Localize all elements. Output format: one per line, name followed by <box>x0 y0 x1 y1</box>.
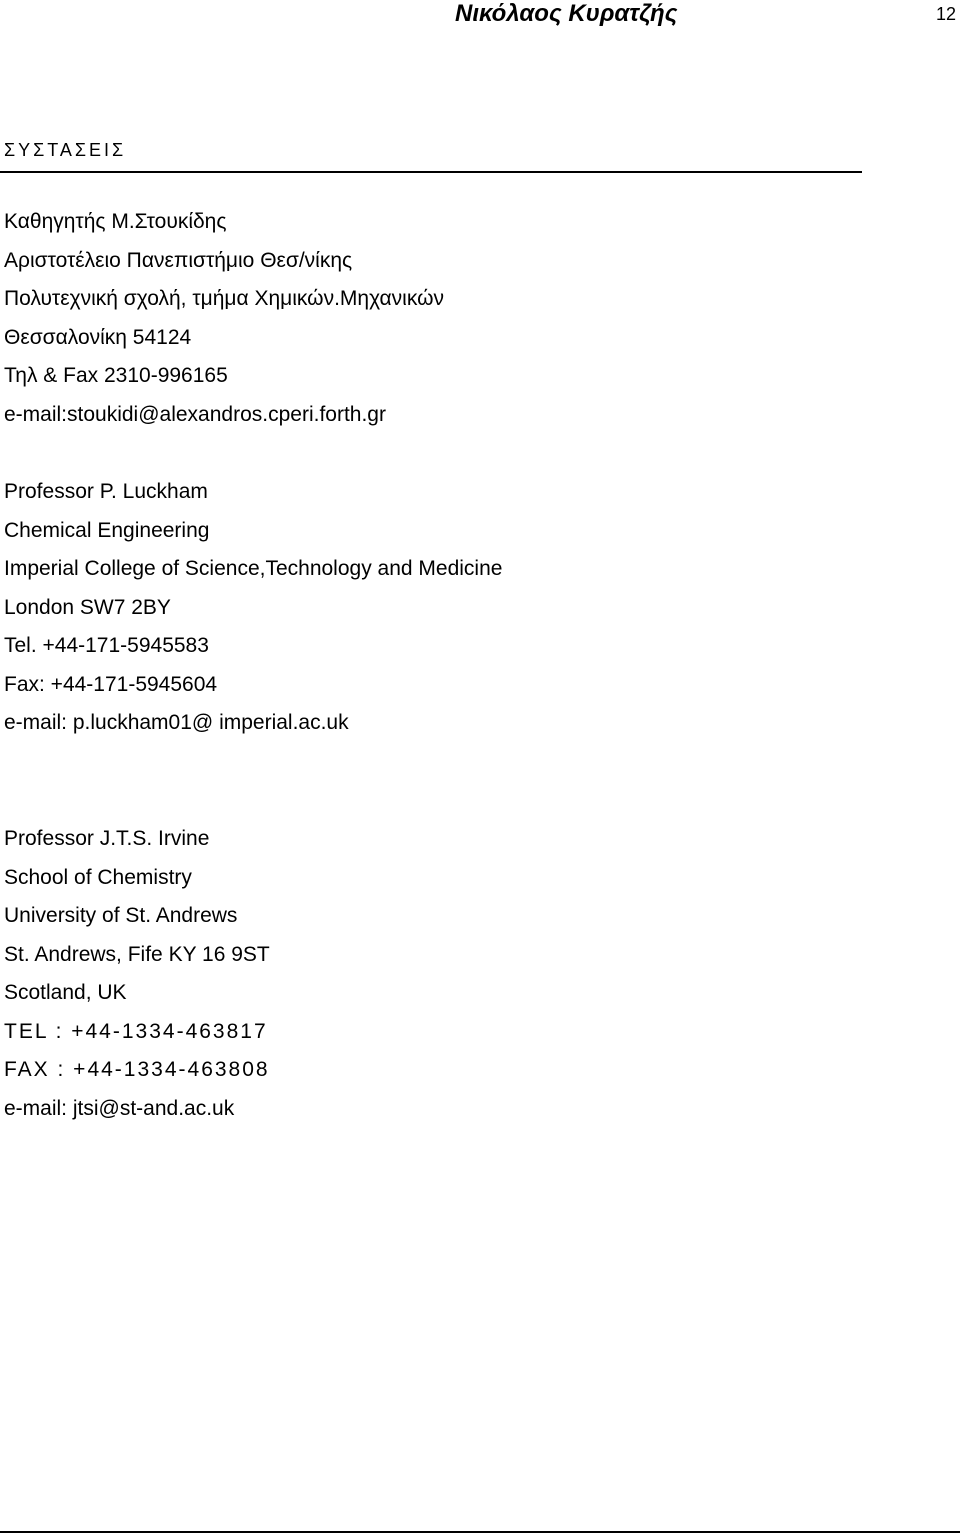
reference-phone: Tel. +44-171-5945583 <box>4 634 209 657</box>
reference-country: Scotland, UK <box>4 981 127 1004</box>
reference-department: Chemical Engineering <box>4 518 210 542</box>
reference-irvine <box>4 820 270 1128</box>
footer-divider <box>0 1531 960 1533</box>
reference-institution: Imperial College of Science,Technology and Medicine <box>4 557 503 580</box>
reference-department: School of Chemistry <box>4 865 192 889</box>
reference-stoukidis <box>4 203 444 434</box>
reference-email: e-mail:stoukidi@alexandros.cperi.forth.gr <box>4 402 386 426</box>
reference-luckham <box>4 473 502 743</box>
reference-name: Professor P. Luckham <box>4 480 208 503</box>
reference-phone: Τηλ & Fax 2310-996165 <box>4 364 228 387</box>
section-title: ΣΥΣΤΑΣΕΙΣ <box>4 140 127 160</box>
reference-fax: FAX : +44-1334-463808 <box>4 1058 270 1081</box>
page-number: 12 <box>936 4 957 24</box>
reference-email: e-mail: jtsi@st-and.ac.uk <box>4 1096 235 1120</box>
reference-name: Professor J.T.S. Irvine <box>4 827 210 850</box>
reference-name: Καθηγητής Μ.Στουκίδης <box>4 210 227 233</box>
reference-city: St. Andrews, Fife KY 16 9ST <box>4 942 270 966</box>
reference-phone: TEL : +44-1334-463817 <box>4 1019 268 1043</box>
header-author-name: Νικόλαος Κυρατζής <box>455 0 678 27</box>
reference-institution: Αριστοτέλειο Πανεπιστήμιο Θεσ/νίκης <box>4 248 353 272</box>
reference-email: e-mail: p.luckham01@ imperial.ac.uk <box>4 711 349 734</box>
reference-city: London SW7 2BY <box>4 595 171 619</box>
reference-city: Θεσσαλονίκη 54124 <box>4 325 192 349</box>
reference-institution: University of St. Andrews <box>4 904 238 927</box>
section-divider <box>0 171 862 173</box>
reference-department: Πολυτεχνική σχολή, τμήμα Χημικών.Μηχανικών <box>4 287 444 310</box>
reference-fax: Fax: +44-171-5945604 <box>4 672 218 696</box>
